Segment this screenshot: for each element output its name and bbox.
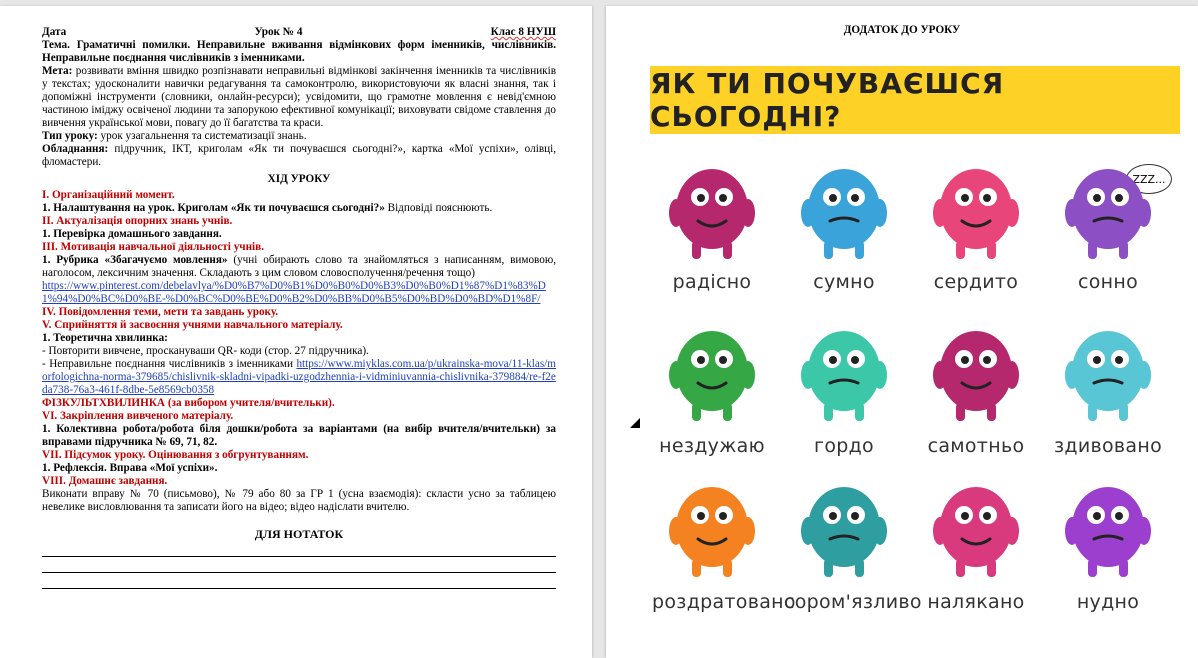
- emotion-label: радісно: [672, 271, 752, 293]
- monster-icon: [652, 313, 772, 425]
- section-1-item: [42, 202, 556, 215]
- emotion-card: [652, 469, 796, 629]
- section-1-item-bold: 1. Налаштування на урок. Криголам «Як ти почуваєшся сьогодні?»: [42, 202, 385, 214]
- section-3-item: [42, 254, 556, 280]
- emotion-card: [916, 151, 1036, 311]
- monster-icon: [784, 469, 904, 581]
- emotion-card: [784, 469, 922, 629]
- document-page-left: [0, 6, 592, 658]
- lesson-number: Урок № 4: [254, 26, 303, 38]
- monster-icon: [1048, 469, 1168, 581]
- emotion-label: здивовано: [1054, 435, 1162, 457]
- section-4: IV. Повідомлення теми, мети та завдань уроку.: [42, 306, 279, 318]
- section-7-item: 1. Рефлексія. Вправа «Мої успіхи».: [42, 462, 218, 474]
- type-label: Тип уроку:: [42, 130, 98, 142]
- monster-icon: [916, 313, 1036, 425]
- section-6: VI. Закріплення вивченого матеріалу.: [42, 410, 234, 422]
- emotion-label: нудно: [1076, 591, 1140, 613]
- monster-icon: [916, 469, 1036, 581]
- section-5: V. Сприйняття й засвоєння учнями навчального матеріалу.: [42, 319, 343, 331]
- topic-text: Граматичні помилки. Неправильне вживання відмінкових форм іменників, числівників. Неправильне поєднання числівників з іменниками.: [42, 39, 557, 64]
- goal-paragraph: [42, 65, 556, 130]
- section-5-a: - Повторити вивчене, проскануваши QR- коди (стор. 27 підручника).: [42, 345, 369, 357]
- emotion-card: [652, 151, 772, 311]
- type-paragraph: [42, 130, 556, 143]
- monster-icon: [784, 151, 904, 263]
- emotion-card: [652, 313, 772, 473]
- emotion-card: [916, 313, 1036, 473]
- section-3-item-rest: (учні обирають слово та знайомляться з написанням, вимовою, наголосом, лексичним значення. Складають з цим словом словосполучення/речення тощо): [42, 254, 557, 279]
- section-7: VII. Підсумок уроку. Оцінювання з обгрунтуванням.: [42, 449, 309, 461]
- homework-text: Виконати вправу № 70 (письмово), № 79 або 80 за ГР 1 (усна взаємодія): скласти усно за таблицею невелике висловлювання та записати його на відео; відео надіслати вчителю.: [42, 488, 556, 513]
- lesson-header: [42, 26, 556, 39]
- section-6-item: 1. Колективна робота/робота біля дошки/робота за варіантами (на вибір вчителя/вчительки) за вправами підручника № 69, 71, 82.: [42, 423, 556, 448]
- section-2: ІІ. Актуалізація опорних знань учнів.: [42, 215, 233, 227]
- emotion-card: [916, 469, 1036, 629]
- emotion-label: налякано: [927, 591, 1025, 613]
- monster-icon: [1048, 151, 1168, 263]
- emotion-label: сонно: [1077, 271, 1139, 293]
- course-title: ХІД УРОКУ: [267, 173, 331, 185]
- date-label: Дата: [42, 26, 67, 38]
- monster-icon: [652, 151, 772, 263]
- emotion-label: роздратовано: [652, 591, 796, 613]
- section-2-item: 1. Перевірка домашнього завдання.: [42, 228, 222, 240]
- zzz-speech-bubble: ZZZ...: [1126, 164, 1172, 194]
- emotion-label: нездужаю: [659, 435, 765, 457]
- type-text: урок узагальнення та систематизації знань.: [100, 130, 307, 142]
- emotion-label: сумно: [813, 271, 875, 293]
- emotion-label: гордо: [814, 435, 874, 457]
- note-line: [42, 557, 556, 573]
- emotion-label: самотньо: [927, 435, 1025, 457]
- section-1-item-rest: Відповіді пояснюють.: [387, 202, 493, 214]
- emotion-card: [784, 313, 904, 473]
- pinterest-link[interactable]: https://www.pinterest.com/debelavlya/%D0%B7%D0%B1%D0%B0%D0%B3%D0%B0%D1%87%D1%83%D1%94%D0%BC%D0%BE-%D0%BC%D0%BE%D0%B2%D0%BB%D0%B5%D0%BD%D0%BD%D1%8F/: [42, 280, 546, 305]
- topic-paragraph: [42, 39, 556, 65]
- emotion-card: [1048, 313, 1168, 473]
- emotion-card: [1048, 469, 1168, 629]
- monster-icon: [784, 313, 904, 425]
- miyklas-link[interactable]: https://www.miyklas.com.ua/p/ukrainska-mova/11-klas/morfologichna-norma-379685/chislivnik-skladni-vipadki-uzgodzhennia-i-vidminiuvannia-chislivnika-379884/re-f2eda738-76a3-461f-8dbe-5e8569cb0358: [42, 358, 556, 396]
- emotion-label: сором'язливо: [784, 591, 922, 613]
- notes-title: ДЛЯ НОТАТОК: [254, 527, 344, 541]
- section-5-b-text: - Неправильне поєднання числівників з іменниками: [42, 358, 293, 370]
- section-3: ІІІ. Мотивація навчальної діяльності учнів.: [42, 241, 265, 253]
- equipment-label: Обладнання:: [42, 143, 109, 155]
- equipment-text: підручник, ІКТ, криголам «Як ти почуваєшся сьогодні?», картка «Мої успіхи», олівці, фломастери.: [42, 143, 556, 168]
- addon-title: ДОДАТОК ДО УРОКУ: [843, 24, 961, 36]
- physical-minute: ФІЗКУЛЬТХВИЛИНКА (за вибором учителя/вчительки).: [42, 397, 335, 409]
- cursor-icon: [630, 418, 640, 428]
- pinterest-link-paragraph: [42, 280, 556, 306]
- emotion-card: [1048, 151, 1168, 311]
- section-3-item-bold: 1. Рубрика «Збагачуємо мовлення»: [42, 254, 228, 266]
- topic-label: Тема.: [42, 39, 70, 51]
- monster-icon: [916, 151, 1036, 263]
- section-8: VIII. Домашнє завдання.: [42, 475, 168, 487]
- equipment-paragraph: [42, 143, 556, 169]
- goal-label: Мета:: [42, 65, 73, 77]
- goal-text: розвивати вміння швидко розпізнавати неправильні відмінкові закінчення іменників та числівників у текстах; удосконалити навички редагування та самоконтролю, використовуючи як власні знання, так і допоміжні інструменти (словники, онлайн-ресурси); усвідомити, що грамотне мовлення є невід'ємною частиною іміджу освіченої людини та запорукою ефективної комунікації; виховувати свідоме ставлення до вивчення української мови, повагу до її багатства та краси.: [42, 65, 557, 129]
- emotion-label: сердито: [933, 271, 1019, 293]
- section-1: І. Організаційний момент.: [42, 189, 175, 201]
- emotion-card: [784, 151, 904, 311]
- section-5-b: [42, 358, 556, 397]
- note-line: [42, 573, 556, 589]
- lesson-plan: [42, 26, 556, 589]
- monster-icon: [1048, 313, 1168, 425]
- emotion-banner: [650, 66, 1180, 134]
- monster-icon: [652, 469, 772, 581]
- banner-text: ЯК ТИ ПОЧУВАЄШСЯ СЬОГОДНІ?: [650, 67, 1005, 133]
- section-5-item: 1. Теоретична хвилинка:: [42, 332, 168, 344]
- note-line: [42, 541, 556, 557]
- class-label: Клас 8 НУШ: [490, 26, 556, 38]
- document-page-right: [606, 6, 1198, 658]
